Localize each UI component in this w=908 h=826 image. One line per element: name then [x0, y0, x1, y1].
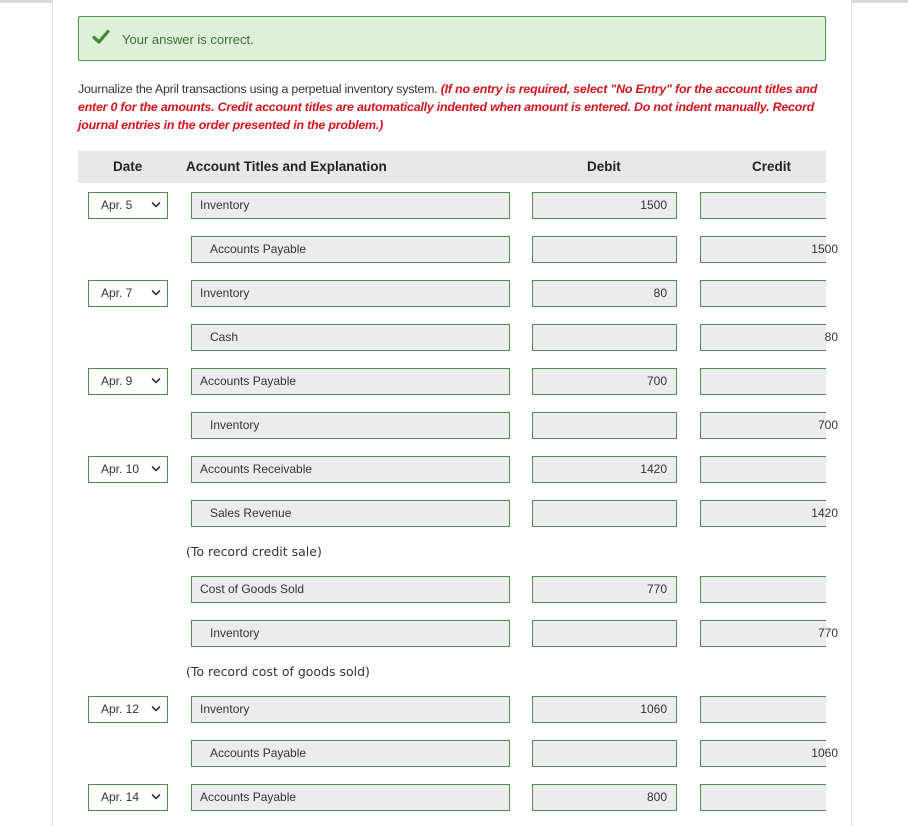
date-select[interactable] [88, 456, 168, 483]
credit-input[interactable] [700, 324, 838, 351]
chevron-down-icon [151, 705, 161, 713]
credit-value: 1420 [811, 506, 838, 520]
account-title-input[interactable]: Cost of Goods Sold [191, 576, 510, 603]
date-value: Apr. 12 [101, 702, 140, 716]
debit-input[interactable] [532, 324, 677, 351]
credit-value: 1060 [811, 746, 838, 760]
date-value: Apr. 9 [101, 374, 133, 388]
date-select[interactable] [88, 784, 168, 811]
debit-input[interactable]: 700 [532, 368, 677, 395]
debit-input[interactable]: 770 [532, 576, 677, 603]
debit-input[interactable] [532, 500, 677, 527]
credit-input[interactable] [700, 620, 838, 647]
credit-value: 1500 [811, 242, 838, 256]
debit-input[interactable]: 800 [532, 784, 677, 811]
table-header [78, 151, 826, 183]
debit-input[interactable] [532, 412, 677, 439]
date-value: Apr. 5 [101, 198, 133, 212]
account-title-input[interactable]: Inventory [191, 696, 510, 723]
checkmark-icon [92, 28, 110, 46]
account-title-input[interactable]: Accounts Receivable [191, 456, 510, 483]
debit-input[interactable]: 1060 [532, 696, 677, 723]
explanation-note: (To record cost of goods sold) [186, 664, 370, 679]
header-debit: Debit [587, 159, 621, 174]
header-account: Account Titles and Explanation [186, 159, 387, 174]
credit-input[interactable] [700, 192, 826, 219]
debit-input[interactable]: 80 [532, 280, 677, 307]
chevron-down-icon [151, 465, 161, 473]
feedback-message: Your answer is correct. [122, 32, 254, 47]
account-title-input[interactable]: Accounts Payable [191, 236, 510, 263]
instructions-text: Journalize the April transactions using a perpetual inventory system. [78, 82, 441, 96]
debit-input[interactable] [532, 236, 677, 263]
chevron-down-icon [151, 793, 161, 801]
debit-input[interactable] [532, 740, 677, 767]
header-credit: Credit [752, 159, 792, 174]
feedback-banner [78, 16, 826, 61]
account-title-input[interactable]: Inventory [191, 620, 510, 647]
explanation-note: (To record credit sale) [186, 544, 322, 559]
instructions-emphasis: (If no entry is required, select "No Entry" for the account titles and enter 0 for the amounts. Credit account titles are automatically indented when amount is entered. Do not indent manually. Record journal entries in the order presented in the problem.) [78, 82, 818, 132]
chevron-down-icon [151, 377, 161, 385]
credit-input[interactable] [700, 456, 826, 483]
account-title-input[interactable]: Sales Revenue [191, 500, 510, 527]
date-value: Apr. 10 [101, 462, 140, 476]
credit-value: 80 [824, 330, 838, 344]
credit-input[interactable] [700, 576, 826, 603]
date-select[interactable] [88, 696, 168, 723]
debit-input[interactable]: 1420 [532, 456, 677, 483]
chevron-down-icon [151, 201, 161, 209]
debit-input[interactable] [532, 620, 677, 647]
date-select[interactable] [88, 280, 168, 307]
account-title-input[interactable]: Accounts Payable [191, 784, 510, 811]
date-value: Apr. 14 [101, 790, 140, 804]
credit-input[interactable] [700, 368, 826, 395]
account-title-input[interactable]: Inventory [191, 192, 510, 219]
account-title-input[interactable]: Accounts Payable [191, 368, 510, 395]
credit-input[interactable] [700, 280, 826, 307]
credit-value: 700 [817, 418, 838, 432]
chevron-down-icon [151, 289, 161, 297]
credit-value: 770 [817, 626, 838, 640]
credit-input[interactable] [700, 696, 826, 723]
credit-input[interactable] [700, 500, 838, 527]
account-title-input[interactable]: Inventory [191, 412, 510, 439]
account-title-input[interactable]: Inventory [191, 280, 510, 307]
debit-input[interactable]: 1500 [532, 192, 677, 219]
header-date: Date [113, 159, 143, 174]
date-value: Apr. 7 [101, 286, 133, 300]
account-title-input[interactable]: Accounts Payable [191, 740, 510, 767]
account-title-input[interactable]: Cash [191, 324, 510, 351]
date-select[interactable] [88, 368, 168, 395]
instructions [78, 80, 818, 134]
credit-input[interactable] [700, 236, 838, 263]
credit-input[interactable] [700, 784, 826, 811]
date-select[interactable] [88, 192, 168, 219]
credit-input[interactable] [700, 412, 838, 439]
credit-input[interactable] [700, 740, 838, 767]
